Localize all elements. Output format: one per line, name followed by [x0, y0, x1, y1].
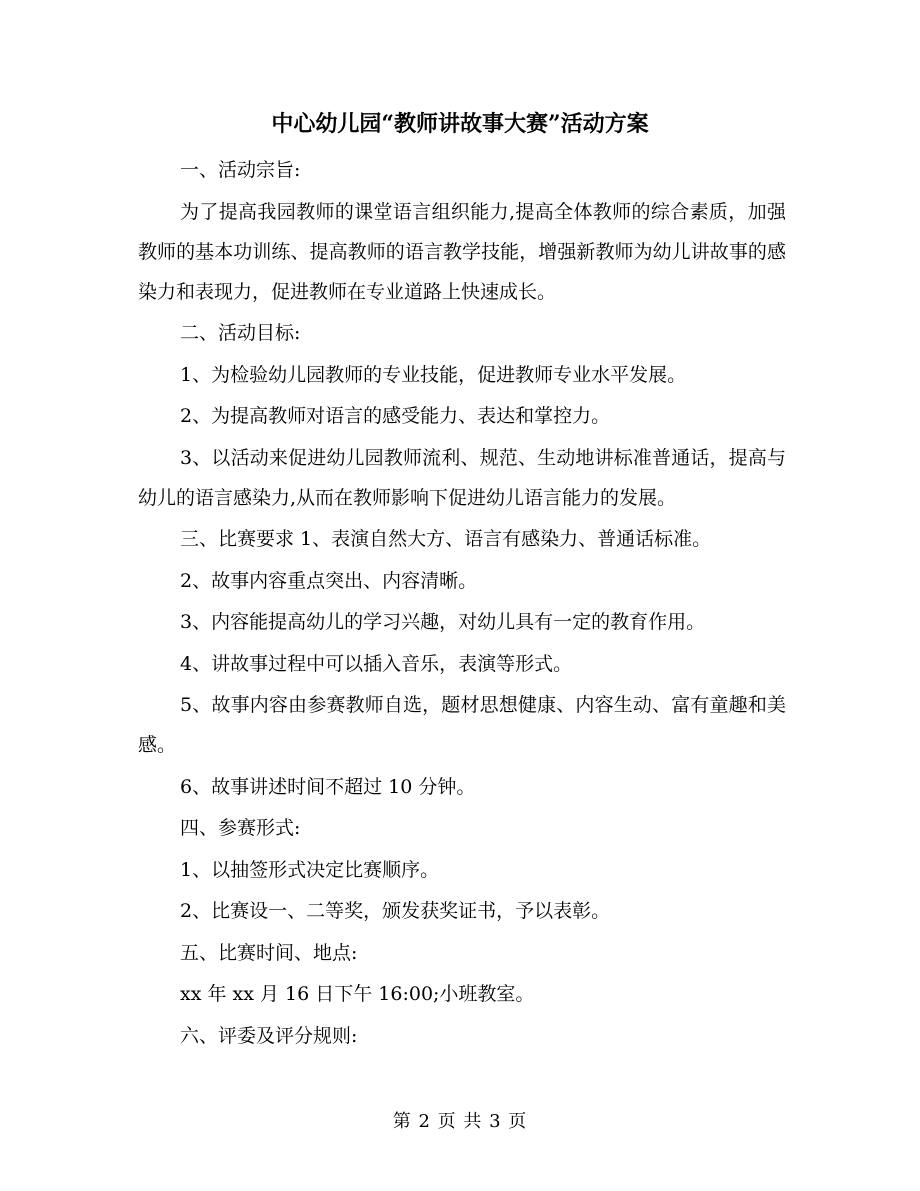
- page-footer: 第 2 页 共 3 页: [392, 1111, 528, 1132]
- paragraph-requirement-5: 5、故事内容由参赛教师自选，题材思想健康、内容生动、富有童趣和美感。: [138, 694, 786, 756]
- paragraph-purpose: 为了提高我园教师的课堂语言组织能力,提高全体教师的综合素质，加强教师的基本功训练、提高教师的语言教学技能，增强新教师为幼儿讲故事的感染力和表现力，促进教师在专业道路上快速成长。: [138, 200, 786, 303]
- paragraph-requirement-2: 2、故事内容重点突出、内容清晰。: [180, 569, 478, 592]
- paragraph-requirement-4: 4、讲故事过程中可以插入音乐，表演等形式。: [180, 652, 573, 675]
- paragraph-format-1: 1、以抽签形式决定比赛顺序。: [180, 858, 440, 881]
- paragraph-format-2: 2、比赛设一、二等奖，颁发获奖证书，予以表彰。: [180, 900, 611, 922]
- paragraph-section-1-heading: 一、活动宗旨:: [180, 159, 301, 181]
- paragraph-section-2-heading: 二、活动目标:: [180, 322, 301, 344]
- paragraph-section-4-heading: 四、参赛形式:: [180, 817, 301, 839]
- paragraph-section-5-heading: 五、比赛时间、地点:: [180, 941, 358, 964]
- paragraph-goal-2: 2、为提高教师对语言的感受能力、表达和掌控力。: [180, 405, 611, 427]
- paragraph-requirement-3: 3、内容能提高幼儿的学习兴趣，对幼儿具有一定的教育作用。: [180, 611, 706, 633]
- paragraph-requirement-6: 6、故事讲述时间不超过 10 分钟。: [180, 775, 476, 798]
- paragraph-section-3-heading: 三、比赛要求 1、表演自然大方、语言有感染力、普通话标准。: [180, 528, 712, 550]
- paragraph-goal-3: 3、以活动来促进幼儿园教师流利、规范、生动地讲标准普通话，提高与幼儿的语言感染力,从而在教师影响下促进幼儿语言能力的发展。: [138, 446, 786, 509]
- document-body: [138, 150, 786, 1056]
- paragraph-goal-1: 1、为检验幼儿园教师的专业技能，促进教师专业水平发展。: [180, 363, 687, 386]
- paragraph-time-place: xx 年 xx 月 16 日下午 16:00;小班教室。: [180, 983, 535, 1005]
- document-title: 中心幼儿园“教师讲故事大赛”活动方案: [271, 111, 649, 137]
- paragraph-section-6-heading: 六、评委及评分规则:: [180, 1024, 358, 1047]
